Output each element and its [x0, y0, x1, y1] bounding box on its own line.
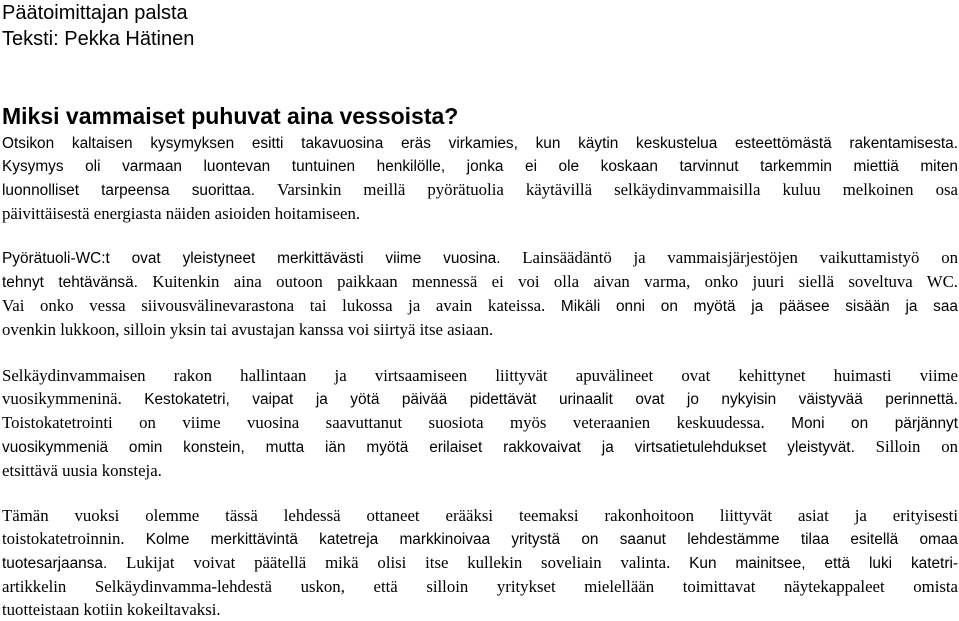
article-page [2, 0, 958, 621]
byline: Teksti: Pekka Hätinen [2, 28, 195, 50]
paragraph-3-line-2-sans: Kestokatetri, vaipat ja yötä päivää pidettävät urinaalit ovat jo nykyisin väistyvää perinnettä. [144, 391, 958, 408]
paragraph-4-line-3-serif: Lukijat voivat päätellä mikä olisi itse kullekin soveliain valinta. [126, 553, 671, 572]
paragraph-2-line-3-sans: Mikäli onni on myötä ja pääsee sisään ja saa [560, 298, 958, 315]
paragraph-4-line-2-serif: toistokatetroinnin. [2, 529, 125, 548]
paragraph-3-line-4-serif: Silloin on [875, 437, 958, 456]
paragraph-4-line-5: tuotteistaan kotiin kokeiltavaksi. [2, 600, 221, 619]
paragraph-2-line-1 [2, 246, 958, 270]
paragraph-2-line-2-sans: tehnyt tehtävänsä. [2, 274, 138, 291]
paragraph-3-line-2 [2, 387, 958, 411]
article-title: Miksi vammaiset puhuvat aina vessoista? [2, 103, 459, 129]
paragraph-3-line-4 [2, 435, 958, 459]
paragraph-3-line-5: etsittävä uusia konsteja. [2, 461, 162, 480]
paragraph-4 [2, 504, 958, 621]
paragraph-1 [2, 132, 958, 225]
paragraph-3-line-3 [2, 411, 958, 435]
paragraph-3-line-3-sans: Moni on pärjännyt [791, 415, 958, 432]
paragraph-2 [2, 246, 958, 341]
paragraph-3-line-1: Selkäydinvammaisen rakon hallintaan ja virtsaamiseen liittyvät apuvälineet ovat kehittynet huimasti viime [2, 366, 958, 385]
paragraph-1-line-1: Otsikon kaltaisen kysymyksen esitti takavuosina eräs virkamies, kun käytin keskustelua esteettömästä rakentamisesta. [2, 135, 958, 152]
paragraph-1-line-3 [2, 178, 958, 202]
column-name: Päätoimittajan palsta [2, 2, 188, 24]
paragraph-3-line-2-serif: vuosikymmeninä. [2, 389, 122, 408]
paragraph-1-line-4: päivittäisestä energiasta näiden asioiden hoitamiseen. [2, 204, 361, 223]
paragraph-2-line-1-sans: Pyörätuoli-WC:t ovat yleistyneet merkittävästi viime vuosina. [2, 250, 501, 267]
paragraph-2-line-2-serif: Kuitenkin aina outoon paikkaan mennessä ei voi olla aivan varma, onko juuri siellä soveltuva WC. [152, 272, 958, 291]
paragraph-4-line-3-sans-b: Kun mainitsee, että luki katetri- [689, 555, 958, 572]
paragraph-4-line-2 [2, 527, 958, 551]
paragraph-4-line-1: Tämän vuoksi olemme tässä lehdessä ottaneet erääksi teemaksi rakonhoitoon liittyvät asiat ja erityisesti [2, 506, 958, 525]
paragraph-4-line-2-sans: Kolme merkittävintä katetreja markkinoivaa yritystä on saanut lehdestämme tilaa esitellä omaa [145, 531, 958, 548]
paragraph-3 [2, 364, 958, 482]
paragraph-1-line-3-serif: Varsinkin meillä pyörätuolia käytävillä selkäydinvammaisilla kuluu melkoinen osa [277, 180, 958, 199]
paragraph-2-line-1-serif: Lainsäädäntö ja vammaisjärjestöjen vaikuttamistyö on [522, 248, 958, 267]
paragraph-4-line-4: artikkelin Selkäydinvamma-lehdestä uskon, että silloin yritykset mielellään toimittavat näytekappaleet omista [2, 577, 958, 596]
paragraph-4-line-3 [2, 551, 958, 575]
paragraph-2-line-2 [2, 270, 958, 294]
paragraph-1-line-3-sans: luonnolliset tarpeensa suorittaa. [2, 182, 256, 199]
paragraph-2-line-3-serif-a: Vai onko vessa siivousvälinevarastona tai lukossa ja avain kateissa. [2, 296, 546, 315]
paragraph-2-line-3 [2, 294, 958, 318]
paragraph-3-line-3-serif: Toistokatetrointi on viime vuosina saavuttanut suosiota myös veteraanien keskuudessa. [2, 413, 765, 432]
paragraph-1-line-2: Kysymys oli varmaan luontevan tuntuinen henkilölle, jonka ei ole koskaan tarvinnut tarkemmin miettiä miten [2, 158, 958, 175]
paragraph-3-line-4-sans: vuosikymmeniä omin konstein, mutta iän myötä erilaiset rakkovaivat ja virtsatietulehdukset yleistyvät. [2, 439, 855, 456]
paragraph-4-line-3-sans-a: tuotesarjaansa. [2, 555, 108, 572]
paragraph-2-line-4: ovenkin lukkoon, silloin yksin tai avustajan kanssa voi siirtyä itse asiaan. [2, 320, 494, 339]
